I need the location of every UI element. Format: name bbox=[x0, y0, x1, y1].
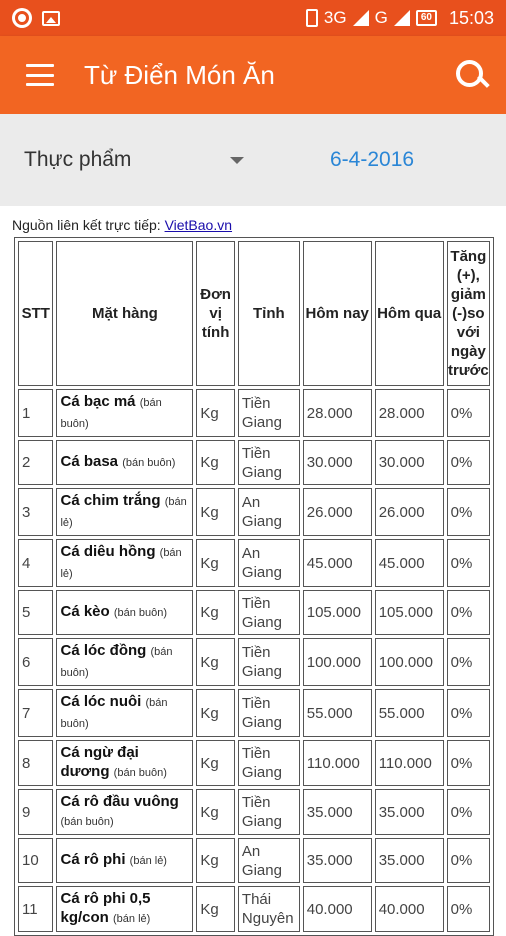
cell-item bbox=[56, 689, 193, 737]
cell-province: Tiền Giang bbox=[238, 689, 300, 737]
cell-today: 45.000 bbox=[303, 539, 372, 587]
cell-yesterday: 110.000 bbox=[375, 740, 444, 786]
cell-yesterday: 35.000 bbox=[375, 838, 444, 883]
cell-item bbox=[56, 838, 193, 883]
item-name: Cá basa bbox=[60, 453, 119, 470]
cell-item bbox=[56, 638, 193, 686]
table-row bbox=[18, 440, 490, 485]
table-row bbox=[18, 539, 490, 587]
item-type: (bán buôn) bbox=[122, 457, 176, 469]
table-row bbox=[18, 638, 490, 686]
cell-unit: Kg bbox=[196, 638, 235, 686]
item-type: (bán buôn) bbox=[60, 697, 168, 730]
vibrate-icon bbox=[306, 9, 318, 27]
cell-stt: 6 bbox=[18, 638, 53, 686]
cell-today: 110.000 bbox=[303, 740, 372, 786]
item-type: (bán buôn) bbox=[113, 607, 168, 619]
table-row bbox=[18, 886, 490, 932]
item-type: (bán buôn) bbox=[60, 397, 162, 430]
cell-change: 0% bbox=[447, 789, 490, 835]
cell-stt: 1 bbox=[18, 389, 53, 437]
cell-unit: Kg bbox=[196, 539, 235, 587]
item-name: Cá kèo bbox=[60, 603, 110, 620]
cell-yesterday: 30.000 bbox=[375, 440, 444, 485]
cell-change: 0% bbox=[447, 488, 490, 536]
source-line bbox=[12, 217, 232, 233]
cell-stt: 10 bbox=[18, 838, 53, 883]
image-notification-icon bbox=[42, 11, 60, 26]
category-dropdown[interactable] bbox=[24, 148, 244, 172]
item-name: Cá lóc đồng bbox=[60, 642, 147, 659]
signal-2-icon bbox=[394, 10, 410, 26]
table-row bbox=[18, 689, 490, 737]
item-name: Cá rô phi 0,5 kg/con bbox=[60, 890, 151, 926]
item-name: Cá rô đầu vuông bbox=[60, 793, 179, 810]
cell-unit: Kg bbox=[196, 389, 235, 437]
item-name: Cá chim trắng bbox=[60, 492, 161, 509]
cell-province: Tiền Giang bbox=[238, 590, 300, 635]
cell-unit: Kg bbox=[196, 740, 235, 786]
price-table bbox=[14, 237, 494, 936]
cell-stt: 11 bbox=[18, 886, 53, 932]
cell-today: 55.000 bbox=[303, 689, 372, 737]
cell-unit: Kg bbox=[196, 440, 235, 485]
cell-today: 105.000 bbox=[303, 590, 372, 635]
header-today: Hôm nay bbox=[303, 241, 372, 386]
cell-yesterday: 55.000 bbox=[375, 689, 444, 737]
source-label: Nguồn liên kết trực tiếp: bbox=[12, 217, 161, 233]
item-type: (bán lẻ) bbox=[113, 913, 151, 925]
item-name: Cá rô phi bbox=[60, 851, 126, 868]
cell-today: 35.000 bbox=[303, 838, 372, 883]
item-type: (bán lẻ) bbox=[60, 496, 187, 529]
header-province: Tỉnh bbox=[238, 241, 300, 386]
item-type: (bán buôn) bbox=[60, 816, 114, 828]
filter-bar bbox=[0, 114, 506, 206]
search-icon[interactable] bbox=[454, 58, 488, 92]
cell-yesterday: 105.000 bbox=[375, 590, 444, 635]
cell-stt: 9 bbox=[18, 789, 53, 835]
cell-change: 0% bbox=[447, 740, 490, 786]
cell-unit: Kg bbox=[196, 590, 235, 635]
item-name: Cá bạc má bbox=[60, 393, 136, 410]
cell-today: 100.000 bbox=[303, 638, 372, 686]
battery-icon: 60 bbox=[416, 10, 437, 26]
cell-item bbox=[56, 590, 193, 635]
category-label: Thực phẩm bbox=[24, 148, 132, 171]
cell-province: Tiền Giang bbox=[238, 638, 300, 686]
cell-province: Tiền Giang bbox=[238, 789, 300, 835]
cell-province: Tiền Giang bbox=[238, 440, 300, 485]
item-type: (bán buôn) bbox=[60, 646, 173, 679]
cell-change: 0% bbox=[447, 638, 490, 686]
table-row bbox=[18, 488, 490, 536]
cell-change: 0% bbox=[447, 539, 490, 587]
app-title: Từ Điển Món Ăn bbox=[84, 59, 275, 90]
table-row bbox=[18, 389, 490, 437]
cell-change: 0% bbox=[447, 689, 490, 737]
cell-yesterday: 100.000 bbox=[375, 638, 444, 686]
cell-change: 0% bbox=[447, 440, 490, 485]
clock: 15:03 bbox=[448, 7, 494, 28]
table-row bbox=[18, 789, 490, 835]
signal-icon bbox=[353, 10, 369, 26]
cell-change: 0% bbox=[447, 590, 490, 635]
cell-item bbox=[56, 740, 193, 786]
network-type-label: 3G bbox=[323, 8, 347, 27]
cell-today: 30.000 bbox=[303, 440, 372, 485]
cell-item bbox=[56, 789, 193, 835]
cell-change: 0% bbox=[447, 389, 490, 437]
cell-item bbox=[56, 886, 193, 932]
cell-province: An Giang bbox=[238, 539, 300, 587]
header-change: Tăng (+), giảm (-)so với ngày trước bbox=[447, 241, 490, 386]
cell-stt: 8 bbox=[18, 740, 53, 786]
cell-province: An Giang bbox=[238, 488, 300, 536]
item-name: Cá diêu hồng bbox=[60, 543, 156, 560]
cell-stt: 3 bbox=[18, 488, 53, 536]
dropdown-arrow-icon bbox=[230, 157, 244, 164]
header-yesterday: Hôm qua bbox=[375, 241, 444, 386]
cell-province: Tiền Giang bbox=[238, 389, 300, 437]
cell-unit: Kg bbox=[196, 886, 235, 932]
cell-yesterday: 28.000 bbox=[375, 389, 444, 437]
menu-icon[interactable] bbox=[26, 64, 54, 86]
cell-province: Thái Nguyên bbox=[238, 886, 300, 932]
header-stt: STT bbox=[18, 241, 53, 386]
cell-yesterday: 26.000 bbox=[375, 488, 444, 536]
network-type-2-label: G bbox=[374, 8, 388, 27]
date-picker[interactable]: 6-4-2016 bbox=[330, 148, 415, 171]
item-type: (bán lẻ) bbox=[60, 547, 182, 580]
cell-change: 0% bbox=[447, 838, 490, 883]
cell-yesterday: 35.000 bbox=[375, 789, 444, 835]
item-name: Cá lóc nuôi bbox=[60, 693, 142, 710]
cell-item bbox=[56, 389, 193, 437]
price-table-container[interactable] bbox=[14, 237, 494, 927]
cell-today: 40.000 bbox=[303, 886, 372, 932]
item-name: Cá ngừ đại dương bbox=[60, 744, 139, 780]
cell-province: Tiền Giang bbox=[238, 740, 300, 786]
table-row bbox=[18, 590, 490, 635]
cell-stt: 7 bbox=[18, 689, 53, 737]
source-link[interactable]: VietBao.vn bbox=[164, 217, 233, 233]
cell-unit: Kg bbox=[196, 689, 235, 737]
status-bar bbox=[0, 0, 506, 36]
header-item: Mặt hàng bbox=[56, 241, 193, 386]
cell-stt: 4 bbox=[18, 539, 53, 587]
app-notification-icon bbox=[12, 8, 32, 28]
app-bar bbox=[0, 36, 506, 114]
cell-province: An Giang bbox=[238, 838, 300, 883]
cell-today: 28.000 bbox=[303, 389, 372, 437]
cell-unit: Kg bbox=[196, 838, 235, 883]
table-row bbox=[18, 838, 490, 883]
cell-yesterday: 45.000 bbox=[375, 539, 444, 587]
cell-item bbox=[56, 488, 193, 536]
item-type: (bán buôn) bbox=[113, 767, 167, 779]
cell-unit: Kg bbox=[196, 789, 235, 835]
cell-unit: Kg bbox=[196, 488, 235, 536]
cell-stt: 2 bbox=[18, 440, 53, 485]
header-unit: Đơn vị tính bbox=[196, 241, 235, 386]
cell-item bbox=[56, 539, 193, 587]
table-header-row bbox=[18, 241, 490, 386]
cell-change: 0% bbox=[447, 886, 490, 932]
cell-item bbox=[56, 440, 193, 485]
item-type: (bán lẻ) bbox=[129, 855, 167, 867]
cell-today: 35.000 bbox=[303, 789, 372, 835]
cell-today: 26.000 bbox=[303, 488, 372, 536]
cell-yesterday: 40.000 bbox=[375, 886, 444, 932]
table-row bbox=[18, 740, 490, 786]
cell-stt: 5 bbox=[18, 590, 53, 635]
